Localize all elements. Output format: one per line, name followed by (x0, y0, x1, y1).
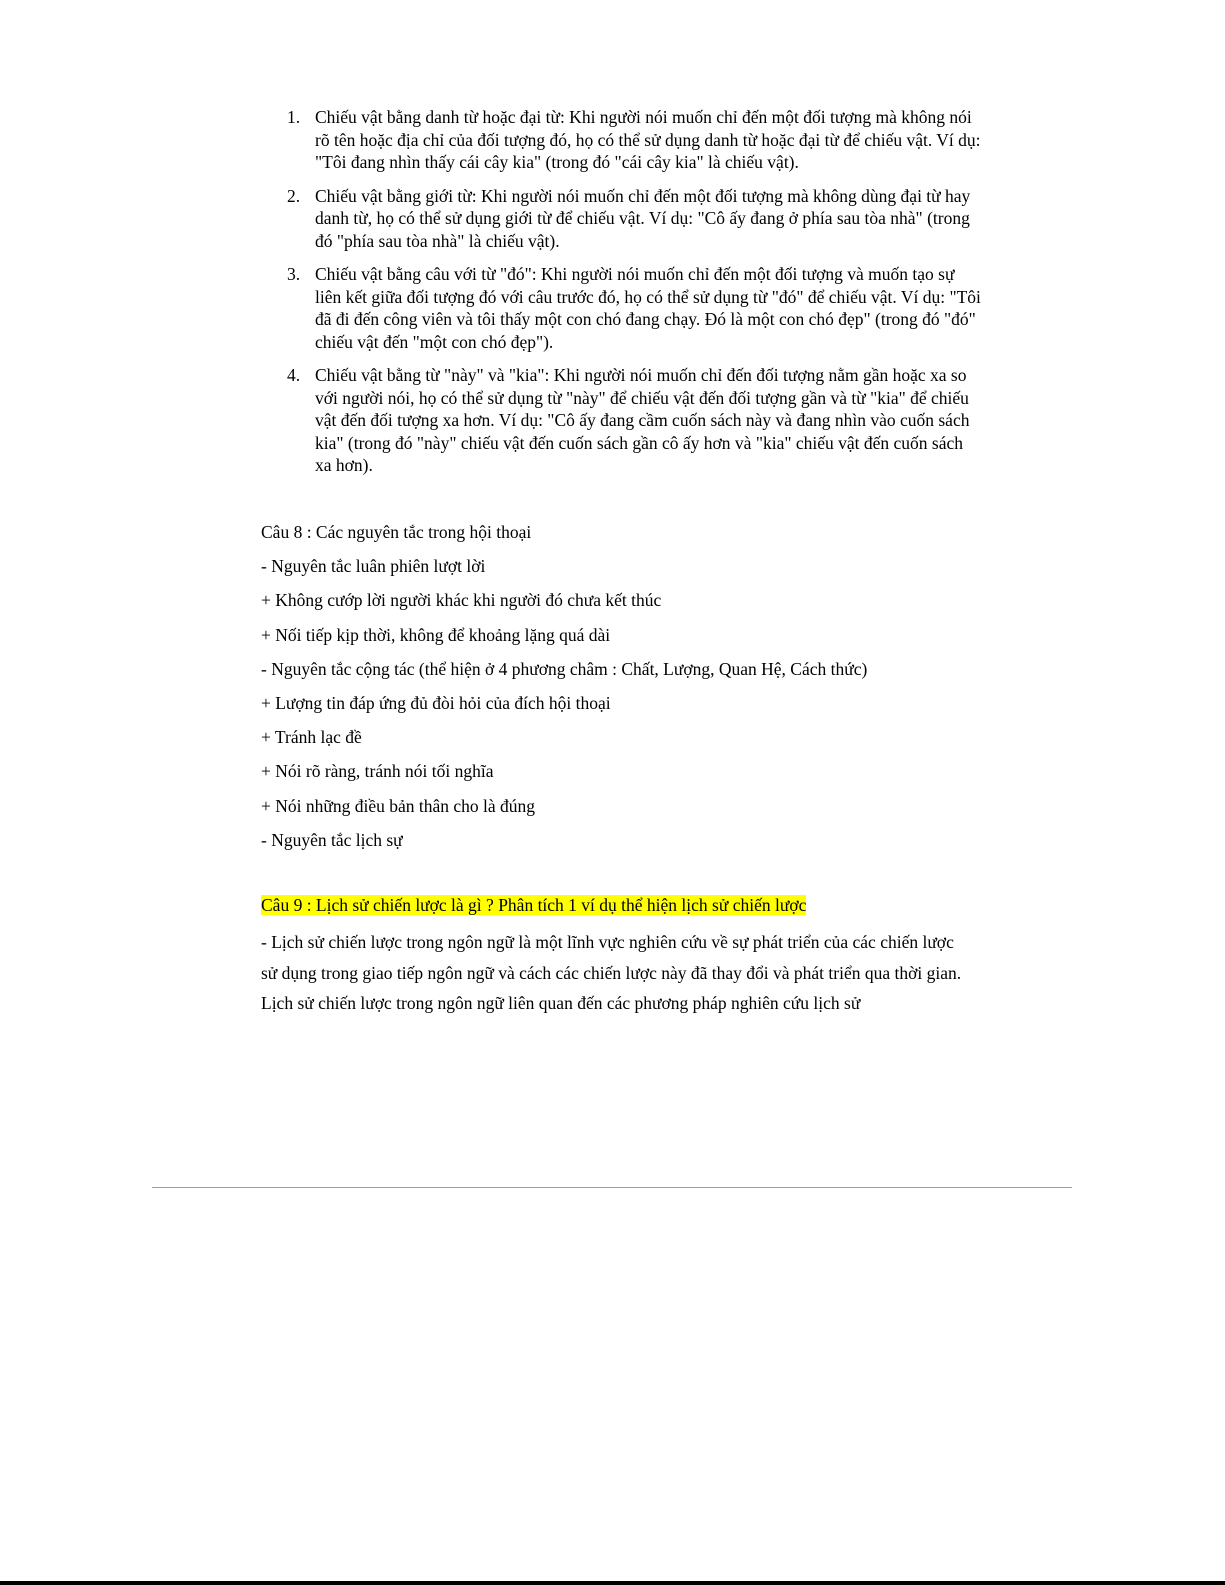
page-divider (152, 1187, 1072, 1188)
section-line: + Lượng tin đáp ứng đủ đòi hỏi của đích hội thoại (261, 692, 611, 713)
section-line: + Nói những điều bản thân cho là đúng (261, 795, 536, 816)
section-cau-9 (261, 894, 981, 1019)
list-item-number: 1. (287, 107, 301, 127)
bottom-edge (0, 1581, 1225, 1585)
list-item-number: 2. (287, 185, 301, 206)
section-heading: Câu 8 : Các nguyên tắc trong hội thoại (261, 522, 532, 542)
section-paragraph: - Lịch sử chiến lược trong ngôn ngữ là một lĩnh vực nghiên cứu về sự phát triển của các chiến lược sử dụng trong giao tiếp ngôn ngữ và cách các chiến lược này đã thay đổi và phát triển qua thời gian. Lịch sử chiến lược trong ngôn ngữ liên quan đến các phương pháp nghiên cứu lịch sử (261, 932, 962, 1013)
list-item (261, 263, 981, 353)
section-heading (261, 894, 981, 927)
section-line: + Nói rõ ràng, tránh nói tối nghĩa (261, 761, 494, 782)
list-item-text: Chiếu vật bằng danh từ hoặc đại từ: Khi người nói muốn chỉ đến một đối tượng mà không nói rõ tên hoặc địa chỉ của đối tượng đó, họ có thể sử dụng danh từ hoặc đại từ để chiếu vật. Ví dụ: "Tôi đang nhìn thấy cái cây kia" (trong đó "cái cây kia" là chiếu vật). (315, 107, 981, 172)
list-item-number: 3. (287, 264, 301, 284)
section-cau-8 (261, 521, 981, 863)
section-line: + Không cướp lời người khác khi người đó chưa kết thúc (261, 590, 662, 611)
list-item-text: Chiếu vật bằng câu với từ "đó": Khi người nói muốn chỉ đến một đối tượng và muốn tạo sự liên kết giữa đối tượng đó với câu trước đó, họ có thể sử dụng từ "đó" để chiếu vật. Ví dụ: "Tôi đã đi đến công viên và tôi thấy một con chó đang chạy. Đó là một con chó đẹp" (trong đó "đó" chiếu vật đến "một con chó đẹp"). (315, 264, 981, 352)
section-line: - Nguyên tắc lịch sự (261, 829, 403, 850)
numbered-list (261, 106, 981, 488)
list-item-text: Chiếu vật bằng từ "này" và "kia": Khi người nói muốn chỉ đến đối tượng nằm gần hoặc xa so với người nói, họ có thể sử dụng từ "này" để chiếu vật đến đối tượng gần và từ "kia" để chiếu vật đến đối tượng xa hơn. Ví dụ: "Cô ấy đang cầm cuốn sách này và đang nhìn vào cuốn sách kia" (trong đó "này" chiếu vật đến cuốn sách gần cô ấy hơn và "kia" chiếu vật đến cuốn sách xa hơn). (315, 365, 970, 475)
list-item (261, 364, 981, 477)
section-line: + Nối tiếp kịp thời, không để khoảng lặng quá dài (261, 624, 611, 645)
highlighted-heading-text: Câu 9 : Lịch sử chiến lược là gì ? Phân tích 1 ví dụ thể hiện lịch sử chiến lược (261, 895, 807, 915)
list-item (261, 106, 981, 174)
list-item-number: 4. (287, 365, 301, 385)
section-line: - Nguyên tắc cộng tác (thể hiện ở 4 phương châm : Chất, Lượng, Quan Hệ, Cách thức) (261, 658, 868, 679)
section-line: - Nguyên tắc luân phiên lượt lời (261, 556, 486, 577)
section-line: + Tránh lạc đề (261, 727, 362, 748)
list-item (261, 185, 981, 253)
list-item-text: Chiếu vật bằng giới từ: Khi người nói muốn chỉ đến một đối tượng mà không dùng đại từ hay danh từ, họ có thể sử dụng giới từ để chiếu vật. Ví dụ: "Cô ấy đang ở phía sau tòa nhà" (trong đó "phía sau tòa nhà" là chiếu vật). (315, 185, 971, 251)
